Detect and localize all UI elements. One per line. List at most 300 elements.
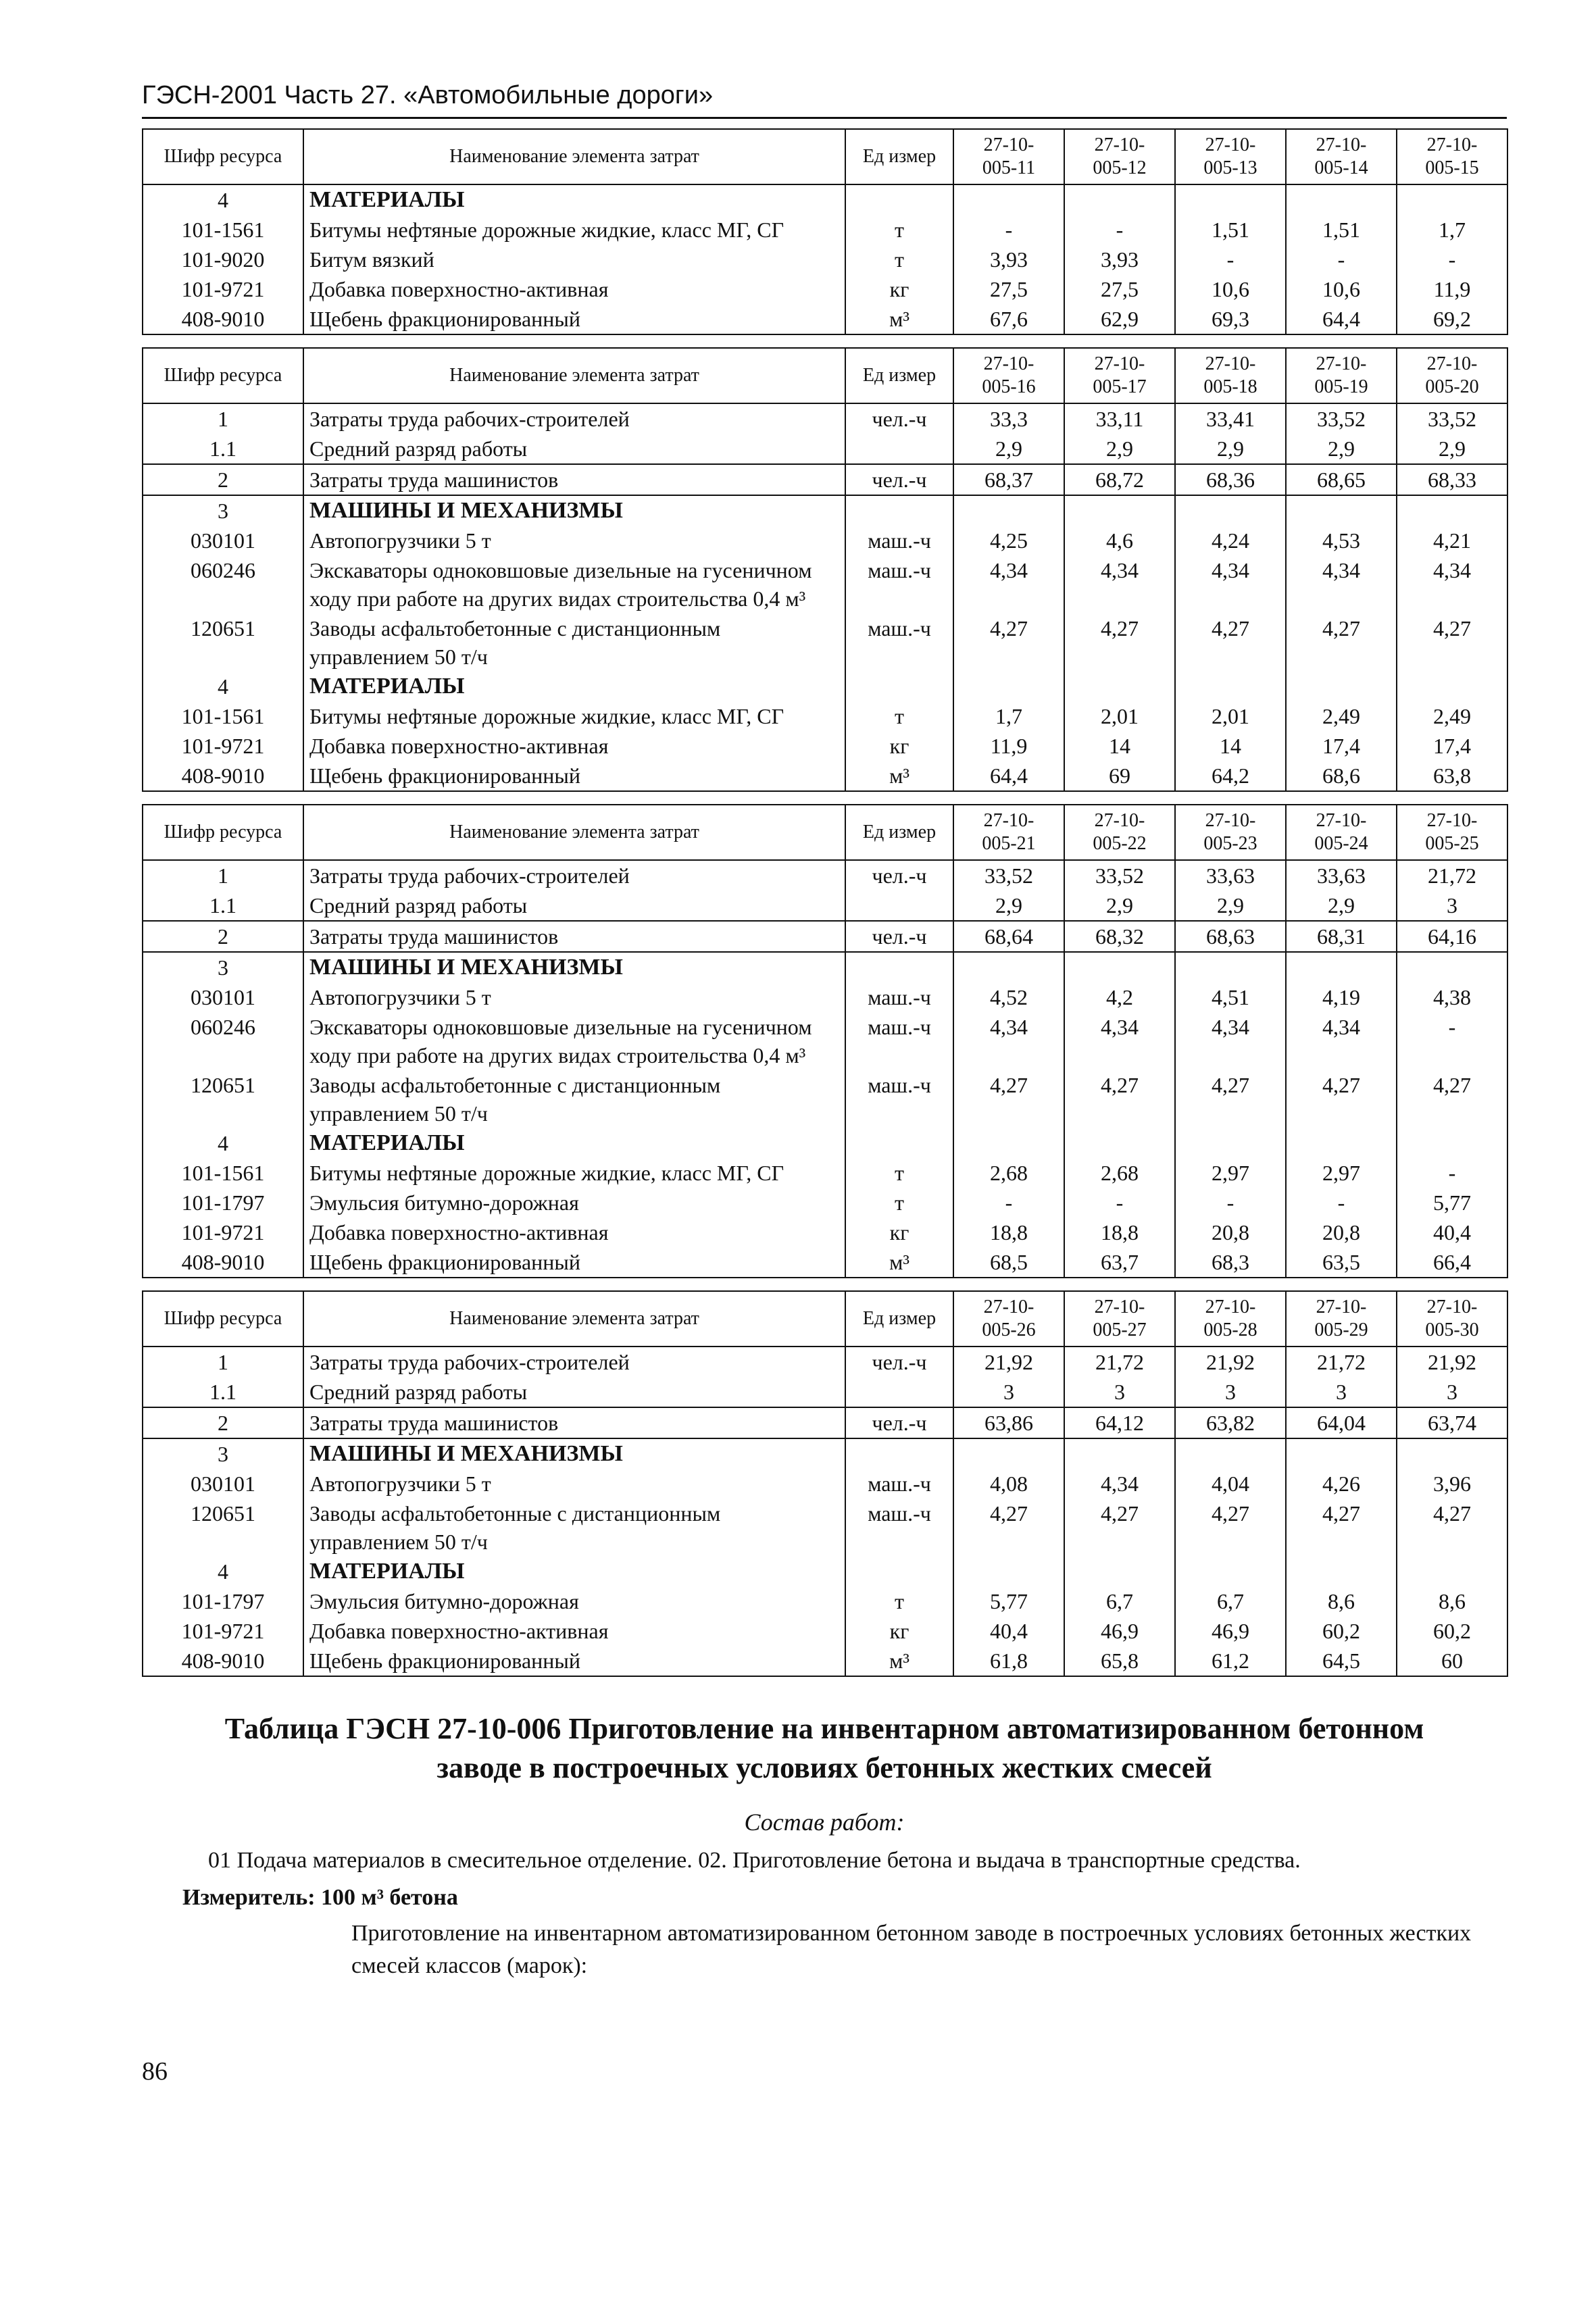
cost-element-name: Средний разряд работы xyxy=(303,1377,845,1407)
value-cell: 4,38 xyxy=(1397,982,1507,1012)
value-cell: 4,27 xyxy=(953,1070,1064,1128)
value-cell: 2,9 xyxy=(1286,890,1397,921)
unit-of-measure: т xyxy=(845,215,953,245)
resource-code: 120651 xyxy=(143,1070,303,1128)
cost-element-name: Автопогрузчики 5 т xyxy=(303,982,845,1012)
unit-of-measure xyxy=(845,1128,953,1158)
table-row xyxy=(143,1070,1507,1128)
cost-element-name: Добавка поверхностно-активная xyxy=(303,274,845,304)
value-cell: 4,27 xyxy=(1286,1499,1397,1557)
value-cell: - xyxy=(1175,245,1286,274)
value-cell: - xyxy=(1064,215,1175,245)
unit-of-measure xyxy=(845,1557,953,1586)
table-row xyxy=(143,731,1507,761)
value-cell: - xyxy=(1397,245,1507,274)
value-cell: 64,5 xyxy=(1286,1646,1397,1676)
value-cell: - xyxy=(1397,1158,1507,1188)
table-row xyxy=(143,403,1507,434)
cost-element-name: МАШИНЫ И МЕХАНИЗМЫ xyxy=(303,495,845,526)
header-norm-code: 27-10- 005-13 xyxy=(1175,129,1286,184)
section-row xyxy=(143,184,1507,215)
resource-code: 2 xyxy=(143,921,303,952)
value-cell xyxy=(1175,1438,1286,1469)
unit-of-measure xyxy=(845,184,953,215)
value-cell: - xyxy=(953,215,1064,245)
value-cell: 61,2 xyxy=(1175,1646,1286,1676)
table-row xyxy=(143,1217,1507,1247)
value-cell: 2,9 xyxy=(1286,434,1397,464)
value-cell xyxy=(1175,1557,1286,1586)
header-name: Наименование элемента затрат xyxy=(303,348,845,403)
value-cell: 4,27 xyxy=(1064,613,1175,672)
cost-element-name: Затраты труда рабочих-строителей xyxy=(303,403,845,434)
table-row xyxy=(143,1616,1507,1646)
value-cell: 66,4 xyxy=(1397,1247,1507,1278)
table-row xyxy=(143,1586,1507,1616)
value-cell: 63,74 xyxy=(1397,1407,1507,1438)
value-cell xyxy=(1175,184,1286,215)
cost-element-name: Затраты труда машинистов xyxy=(303,1407,845,1438)
resource-code: 408-9010 xyxy=(143,1247,303,1278)
value-cell: 63,5 xyxy=(1286,1247,1397,1278)
section-row xyxy=(143,952,1507,982)
value-cell xyxy=(1397,1557,1507,1586)
value-cell xyxy=(1064,1557,1175,1586)
value-cell: 14 xyxy=(1064,731,1175,761)
value-cell: 64,2 xyxy=(1175,761,1286,791)
unit-of-measure: маш.-ч xyxy=(845,555,953,613)
value-cell: 2,9 xyxy=(953,434,1064,464)
value-cell: 2,68 xyxy=(1064,1158,1175,1188)
value-cell: 3 xyxy=(1175,1377,1286,1407)
value-cell: - xyxy=(1286,1188,1397,1217)
value-cell: 2,9 xyxy=(1175,434,1286,464)
section-row xyxy=(143,1557,1507,1586)
value-cell: 10,6 xyxy=(1175,274,1286,304)
value-cell: 60,2 xyxy=(1286,1616,1397,1646)
value-cell: 4,34 xyxy=(1397,555,1507,613)
table-row xyxy=(143,215,1507,245)
resource-code: 101-1561 xyxy=(143,701,303,731)
value-cell: 18,8 xyxy=(953,1217,1064,1247)
cost-element-name: МАТЕРИАЛЫ xyxy=(303,672,845,701)
value-cell: 33,11 xyxy=(1064,403,1175,434)
cost-element-name: Заводы асфальтобетонные с дистанционным управлением 50 т/ч xyxy=(303,1070,845,1128)
value-cell: 65,8 xyxy=(1064,1646,1175,1676)
value-cell: 60 xyxy=(1397,1646,1507,1676)
header-norm-code: 27-10- 005-11 xyxy=(953,129,1064,184)
value-cell: 17,4 xyxy=(1286,731,1397,761)
meter-line xyxy=(142,1885,1507,1911)
resource-code: 408-9010 xyxy=(143,761,303,791)
cost-element-name: Затраты труда рабочих-строителей xyxy=(303,860,845,890)
value-cell: 4,34 xyxy=(1064,1012,1175,1070)
value-cell: 4,34 xyxy=(1064,555,1175,613)
value-cell: 4,04 xyxy=(1175,1469,1286,1499)
header-norm-code: 27-10- 005-17 xyxy=(1064,348,1175,403)
value-cell: 21,72 xyxy=(1397,860,1507,890)
document-page xyxy=(142,81,1507,2086)
value-cell: 17,4 xyxy=(1397,731,1507,761)
value-cell: 4,53 xyxy=(1286,526,1397,555)
value-cell: 62,9 xyxy=(1064,304,1175,334)
value-cell: 1,7 xyxy=(953,701,1064,731)
value-cell: 63,86 xyxy=(953,1407,1064,1438)
unit-of-measure: чел.-ч xyxy=(845,1407,953,1438)
unit-of-measure xyxy=(845,952,953,982)
value-cell xyxy=(953,1438,1064,1469)
resource-code: 1.1 xyxy=(143,434,303,464)
section-row xyxy=(143,1128,1507,1158)
value-cell: 5,77 xyxy=(1397,1188,1507,1217)
value-cell xyxy=(1286,1557,1397,1586)
value-cell: 4,2 xyxy=(1064,982,1175,1012)
value-cell xyxy=(1397,672,1507,701)
cost-element-name: МАШИНЫ И МЕХАНИЗМЫ xyxy=(303,1438,845,1469)
value-cell: 2,49 xyxy=(1397,701,1507,731)
cost-element-name: Щебень фракционированный xyxy=(303,1247,845,1278)
value-cell: 68,33 xyxy=(1397,464,1507,495)
value-cell: 3,96 xyxy=(1397,1469,1507,1499)
value-cell: 10,6 xyxy=(1286,274,1397,304)
header-norm-code: 27-10- 005-19 xyxy=(1286,348,1397,403)
table-row xyxy=(143,1347,1507,1377)
table-row xyxy=(143,1377,1507,1407)
header-name: Наименование элемента затрат xyxy=(303,805,845,860)
table-row xyxy=(143,701,1507,731)
header-unit: Ед измер xyxy=(845,805,953,860)
unit-of-measure: т xyxy=(845,1586,953,1616)
resource-code: 4 xyxy=(143,1128,303,1158)
cost-element-name: Автопогрузчики 5 т xyxy=(303,1469,845,1499)
resource-code: 1 xyxy=(143,1347,303,1377)
value-cell: - xyxy=(1175,1188,1286,1217)
value-cell xyxy=(1286,1438,1397,1469)
cost-element-name: МАТЕРИАЛЫ xyxy=(303,184,845,215)
value-cell xyxy=(1286,495,1397,526)
header-norm-code: 27-10- 005-12 xyxy=(1064,129,1175,184)
value-cell: 1,51 xyxy=(1175,215,1286,245)
value-cell: 40,4 xyxy=(953,1616,1064,1646)
value-cell: 4,34 xyxy=(1286,555,1397,613)
header-code: Шифр ресурса xyxy=(143,805,303,860)
value-cell: 4,26 xyxy=(1286,1469,1397,1499)
resource-code: 101-1561 xyxy=(143,215,303,245)
resource-table xyxy=(142,347,1508,792)
work-composition-text: 01 Подача материалов в смесительное отделение. 02. Приготовление бетона и выдача в транспортные средства. xyxy=(208,1848,1301,1873)
value-cell: 3 xyxy=(1397,1377,1507,1407)
cost-element-name: МАШИНЫ И МЕХАНИЗМЫ xyxy=(303,952,845,982)
value-cell: 5,77 xyxy=(953,1586,1064,1616)
resource-tables xyxy=(142,128,1507,1677)
value-cell: 2,9 xyxy=(1064,890,1175,921)
unit-of-measure: маш.-ч xyxy=(845,526,953,555)
table-row xyxy=(143,921,1507,952)
unit-of-measure: чел.-ч xyxy=(845,921,953,952)
value-cell: 21,92 xyxy=(953,1347,1064,1377)
unit-of-measure: маш.-ч xyxy=(845,1070,953,1128)
value-cell: 40,4 xyxy=(1397,1217,1507,1247)
page-number: 86 xyxy=(142,2057,168,2086)
cost-element-name: Затраты труда рабочих-строителей xyxy=(303,1347,845,1377)
table-row xyxy=(143,274,1507,304)
header-norm-code: 27-10- 005-20 xyxy=(1397,348,1507,403)
value-cell: 4,34 xyxy=(953,1012,1064,1070)
resource-code: 101-9721 xyxy=(143,274,303,304)
value-cell: 21,72 xyxy=(1064,1347,1175,1377)
cost-element-name: Экскаваторы одноковшовые дизельные на гусеничном ходу при работе на других видах строительства 0,4 м³ xyxy=(303,1012,845,1070)
value-cell: 4,27 xyxy=(1175,613,1286,672)
table-row xyxy=(143,982,1507,1012)
value-cell: 2,9 xyxy=(953,890,1064,921)
unit-of-measure: маш.-ч xyxy=(845,1469,953,1499)
value-cell: 68,31 xyxy=(1286,921,1397,952)
resource-code: 2 xyxy=(143,464,303,495)
value-cell: 4,27 xyxy=(1397,1070,1507,1128)
table-row xyxy=(143,1188,1507,1217)
unit-of-measure: м³ xyxy=(845,761,953,791)
unit-of-measure xyxy=(845,1377,953,1407)
unit-of-measure: маш.-ч xyxy=(845,613,953,672)
value-cell: 4,21 xyxy=(1397,526,1507,555)
meter-label: Измеритель: xyxy=(182,1885,316,1910)
unit-of-measure: чел.-ч xyxy=(845,403,953,434)
value-cell: 27,5 xyxy=(1064,274,1175,304)
value-cell xyxy=(1064,1128,1175,1158)
resource-code: 408-9010 xyxy=(143,1646,303,1676)
value-cell xyxy=(953,952,1064,982)
value-cell: 68,63 xyxy=(1175,921,1286,952)
value-cell: 33,41 xyxy=(1175,403,1286,434)
value-cell: 68,72 xyxy=(1064,464,1175,495)
value-cell: 18,8 xyxy=(1064,1217,1175,1247)
value-cell xyxy=(1286,952,1397,982)
value-cell: 4,34 xyxy=(1175,555,1286,613)
resource-table xyxy=(142,128,1508,335)
header-norm-code: 27-10- 005-24 xyxy=(1286,805,1397,860)
value-cell: 3 xyxy=(1064,1377,1175,1407)
value-cell: 11,9 xyxy=(953,731,1064,761)
value-cell: 6,7 xyxy=(1175,1586,1286,1616)
header-norm-code: 27-10- 005-16 xyxy=(953,348,1064,403)
value-cell: 1,51 xyxy=(1286,215,1397,245)
value-cell: 21,92 xyxy=(1397,1347,1507,1377)
header-code: Шифр ресурса xyxy=(143,129,303,184)
value-cell: 4,27 xyxy=(1175,1499,1286,1557)
value-cell: 33,52 xyxy=(953,860,1064,890)
value-cell xyxy=(1397,495,1507,526)
table-row xyxy=(143,304,1507,334)
table-row xyxy=(143,1407,1507,1438)
resource-code: 4 xyxy=(143,184,303,215)
header-unit: Ед измер xyxy=(845,348,953,403)
unit-of-measure: кг xyxy=(845,1217,953,1247)
table-row xyxy=(143,1469,1507,1499)
value-cell xyxy=(1286,672,1397,701)
table-row xyxy=(143,464,1507,495)
cost-element-name: Затраты труда машинистов xyxy=(303,921,845,952)
value-cell xyxy=(953,1557,1064,1586)
value-cell xyxy=(953,672,1064,701)
value-cell: 2,68 xyxy=(953,1158,1064,1188)
header-code: Шифр ресурса xyxy=(143,348,303,403)
resource-code: 101-1561 xyxy=(143,1158,303,1188)
cost-element-name: Добавка поверхностно-активная xyxy=(303,1217,845,1247)
description-text: Приготовление на инвентарном автоматизированном бетонном заводе в построечных условиях бетонных жестких смесей классов (марок): xyxy=(351,1921,1472,1978)
value-cell: 64,4 xyxy=(953,761,1064,791)
work-composition-heading: Состав работ: xyxy=(744,1809,905,1836)
cost-element-name: Битумы нефтяные дорожные жидкие, класс МГ, СГ xyxy=(303,701,845,731)
table-row xyxy=(143,526,1507,555)
value-cell xyxy=(1064,672,1175,701)
value-cell xyxy=(1397,1438,1507,1469)
table-row xyxy=(143,1012,1507,1070)
header-norm-code: 27-10- 005-14 xyxy=(1286,129,1397,184)
value-cell: 64,16 xyxy=(1397,921,1507,952)
value-cell: - xyxy=(1064,1188,1175,1217)
resource-code: 3 xyxy=(143,1438,303,1469)
cost-element-name: Заводы асфальтобетонные с дистанционным управлением 50 т/ч xyxy=(303,613,845,672)
cost-element-name: Щебень фракционированный xyxy=(303,304,845,334)
value-cell: 2,9 xyxy=(1175,890,1286,921)
value-cell: 21,92 xyxy=(1175,1347,1286,1377)
value-cell: 4,6 xyxy=(1064,526,1175,555)
cost-element-name: Добавка поверхностно-активная xyxy=(303,1616,845,1646)
value-cell: 8,6 xyxy=(1397,1586,1507,1616)
section-row xyxy=(143,672,1507,701)
resource-code: 408-9010 xyxy=(143,304,303,334)
value-cell xyxy=(953,1128,1064,1158)
value-cell: 21,72 xyxy=(1286,1347,1397,1377)
unit-of-measure xyxy=(845,434,953,464)
table-row xyxy=(143,613,1507,672)
value-cell: 64,12 xyxy=(1064,1407,1175,1438)
cost-element-name: Экскаваторы одноковшовые дизельные на гусеничном ходу при работе на других видах строительства 0,4 м³ xyxy=(303,555,845,613)
value-cell: 4,27 xyxy=(1064,1499,1175,1557)
value-cell: 68,3 xyxy=(1175,1247,1286,1278)
header-name: Наименование элемента затрат xyxy=(303,1291,845,1347)
value-cell: 68,36 xyxy=(1175,464,1286,495)
unit-of-measure: кг xyxy=(845,274,953,304)
resource-code: 060246 xyxy=(143,1012,303,1070)
resource-code: 120651 xyxy=(143,1499,303,1557)
unit-of-measure xyxy=(845,672,953,701)
unit-of-measure: маш.-ч xyxy=(845,1499,953,1557)
cost-element-name: Автопогрузчики 5 т xyxy=(303,526,845,555)
value-cell: 3,93 xyxy=(1064,245,1175,274)
cost-element-name: Затраты труда машинистов xyxy=(303,464,845,495)
value-cell xyxy=(1064,1438,1175,1469)
value-cell: 68,6 xyxy=(1286,761,1397,791)
header-code: Шифр ресурса xyxy=(143,1291,303,1347)
cost-element-name: Средний разряд работы xyxy=(303,434,845,464)
resource-code: 101-9721 xyxy=(143,1616,303,1646)
value-cell: 4,27 xyxy=(953,613,1064,672)
header-norm-code: 27-10- 005-30 xyxy=(1397,1291,1507,1347)
meter-value: 100 м³ бетона xyxy=(321,1885,458,1910)
value-cell xyxy=(1175,952,1286,982)
value-cell: 4,27 xyxy=(953,1499,1064,1557)
unit-of-measure: м³ xyxy=(845,1247,953,1278)
value-cell: 33,3 xyxy=(953,403,1064,434)
value-cell: 4,34 xyxy=(953,555,1064,613)
resource-code: 101-1797 xyxy=(143,1586,303,1616)
section-title xyxy=(142,1709,1507,1788)
value-cell: 1,7 xyxy=(1397,215,1507,245)
value-cell: 4,27 xyxy=(1175,1070,1286,1128)
value-cell: 64,04 xyxy=(1286,1407,1397,1438)
resource-code: 030101 xyxy=(143,526,303,555)
header-norm-code: 27-10- 005-15 xyxy=(1397,129,1507,184)
value-cell: 4,24 xyxy=(1175,526,1286,555)
value-cell: 2,97 xyxy=(1286,1158,1397,1188)
resource-code: 3 xyxy=(143,495,303,526)
value-cell: 4,25 xyxy=(953,526,1064,555)
unit-of-measure: м³ xyxy=(845,1646,953,1676)
value-cell: 61,8 xyxy=(953,1646,1064,1676)
cost-element-name: Битум вязкий xyxy=(303,245,845,274)
unit-of-measure: т xyxy=(845,1188,953,1217)
section-row xyxy=(143,1438,1507,1469)
value-cell: 3 xyxy=(953,1377,1064,1407)
header-norm-code: 27-10- 005-21 xyxy=(953,805,1064,860)
unit-of-measure: чел.-ч xyxy=(845,860,953,890)
value-cell: 63,82 xyxy=(1175,1407,1286,1438)
value-cell: 2,01 xyxy=(1064,701,1175,731)
value-cell: 14 xyxy=(1175,731,1286,761)
value-cell xyxy=(1064,184,1175,215)
table-row xyxy=(143,890,1507,921)
table-row xyxy=(143,245,1507,274)
value-cell: 60,2 xyxy=(1397,1616,1507,1646)
header-norm-code: 27-10- 005-28 xyxy=(1175,1291,1286,1347)
value-cell: 2,9 xyxy=(1064,434,1175,464)
unit-of-measure xyxy=(845,890,953,921)
cost-element-name: Заводы асфальтобетонные с дистанционным управлением 50 т/ч xyxy=(303,1499,845,1557)
running-header: ГЭСН-2001 Часть 27. «Автомобильные дороги» xyxy=(142,81,1507,119)
value-cell: - xyxy=(1286,245,1397,274)
cost-element-name: Щебень фракционированный xyxy=(303,761,845,791)
resource-code: 060246 xyxy=(143,555,303,613)
resource-code: 120651 xyxy=(143,613,303,672)
value-cell: 4,19 xyxy=(1286,982,1397,1012)
value-cell: 33,63 xyxy=(1286,860,1397,890)
cost-element-name: МАТЕРИАЛЫ xyxy=(303,1557,845,1586)
value-cell: 20,8 xyxy=(1175,1217,1286,1247)
value-cell: 4,27 xyxy=(1064,1070,1175,1128)
value-cell: 4,27 xyxy=(1397,1499,1507,1557)
section-title-line-2: заводе в построечных условиях бетонных жестких смесей xyxy=(437,1751,1212,1784)
value-cell: - xyxy=(953,1188,1064,1217)
value-cell: 4,51 xyxy=(1175,982,1286,1012)
unit-of-measure: кг xyxy=(845,1616,953,1646)
value-cell: 46,9 xyxy=(1064,1616,1175,1646)
cost-element-name: Эмульсия битумно-дорожная xyxy=(303,1188,845,1217)
table-row xyxy=(143,761,1507,791)
value-cell: - xyxy=(1397,1012,1507,1070)
value-cell: 33,52 xyxy=(1286,403,1397,434)
cost-element-name: Средний разряд работы xyxy=(303,890,845,921)
value-cell: 4,08 xyxy=(953,1469,1064,1499)
resource-code: 4 xyxy=(143,1557,303,1586)
value-cell: 3,93 xyxy=(953,245,1064,274)
cost-element-name: Битумы нефтяные дорожные жидкие, класс МГ, СГ xyxy=(303,215,845,245)
resource-code: 4 xyxy=(143,672,303,701)
table-row xyxy=(143,1158,1507,1188)
resource-code: 101-9721 xyxy=(143,731,303,761)
resource-code: 101-1797 xyxy=(143,1188,303,1217)
value-cell: 2,49 xyxy=(1286,701,1397,731)
